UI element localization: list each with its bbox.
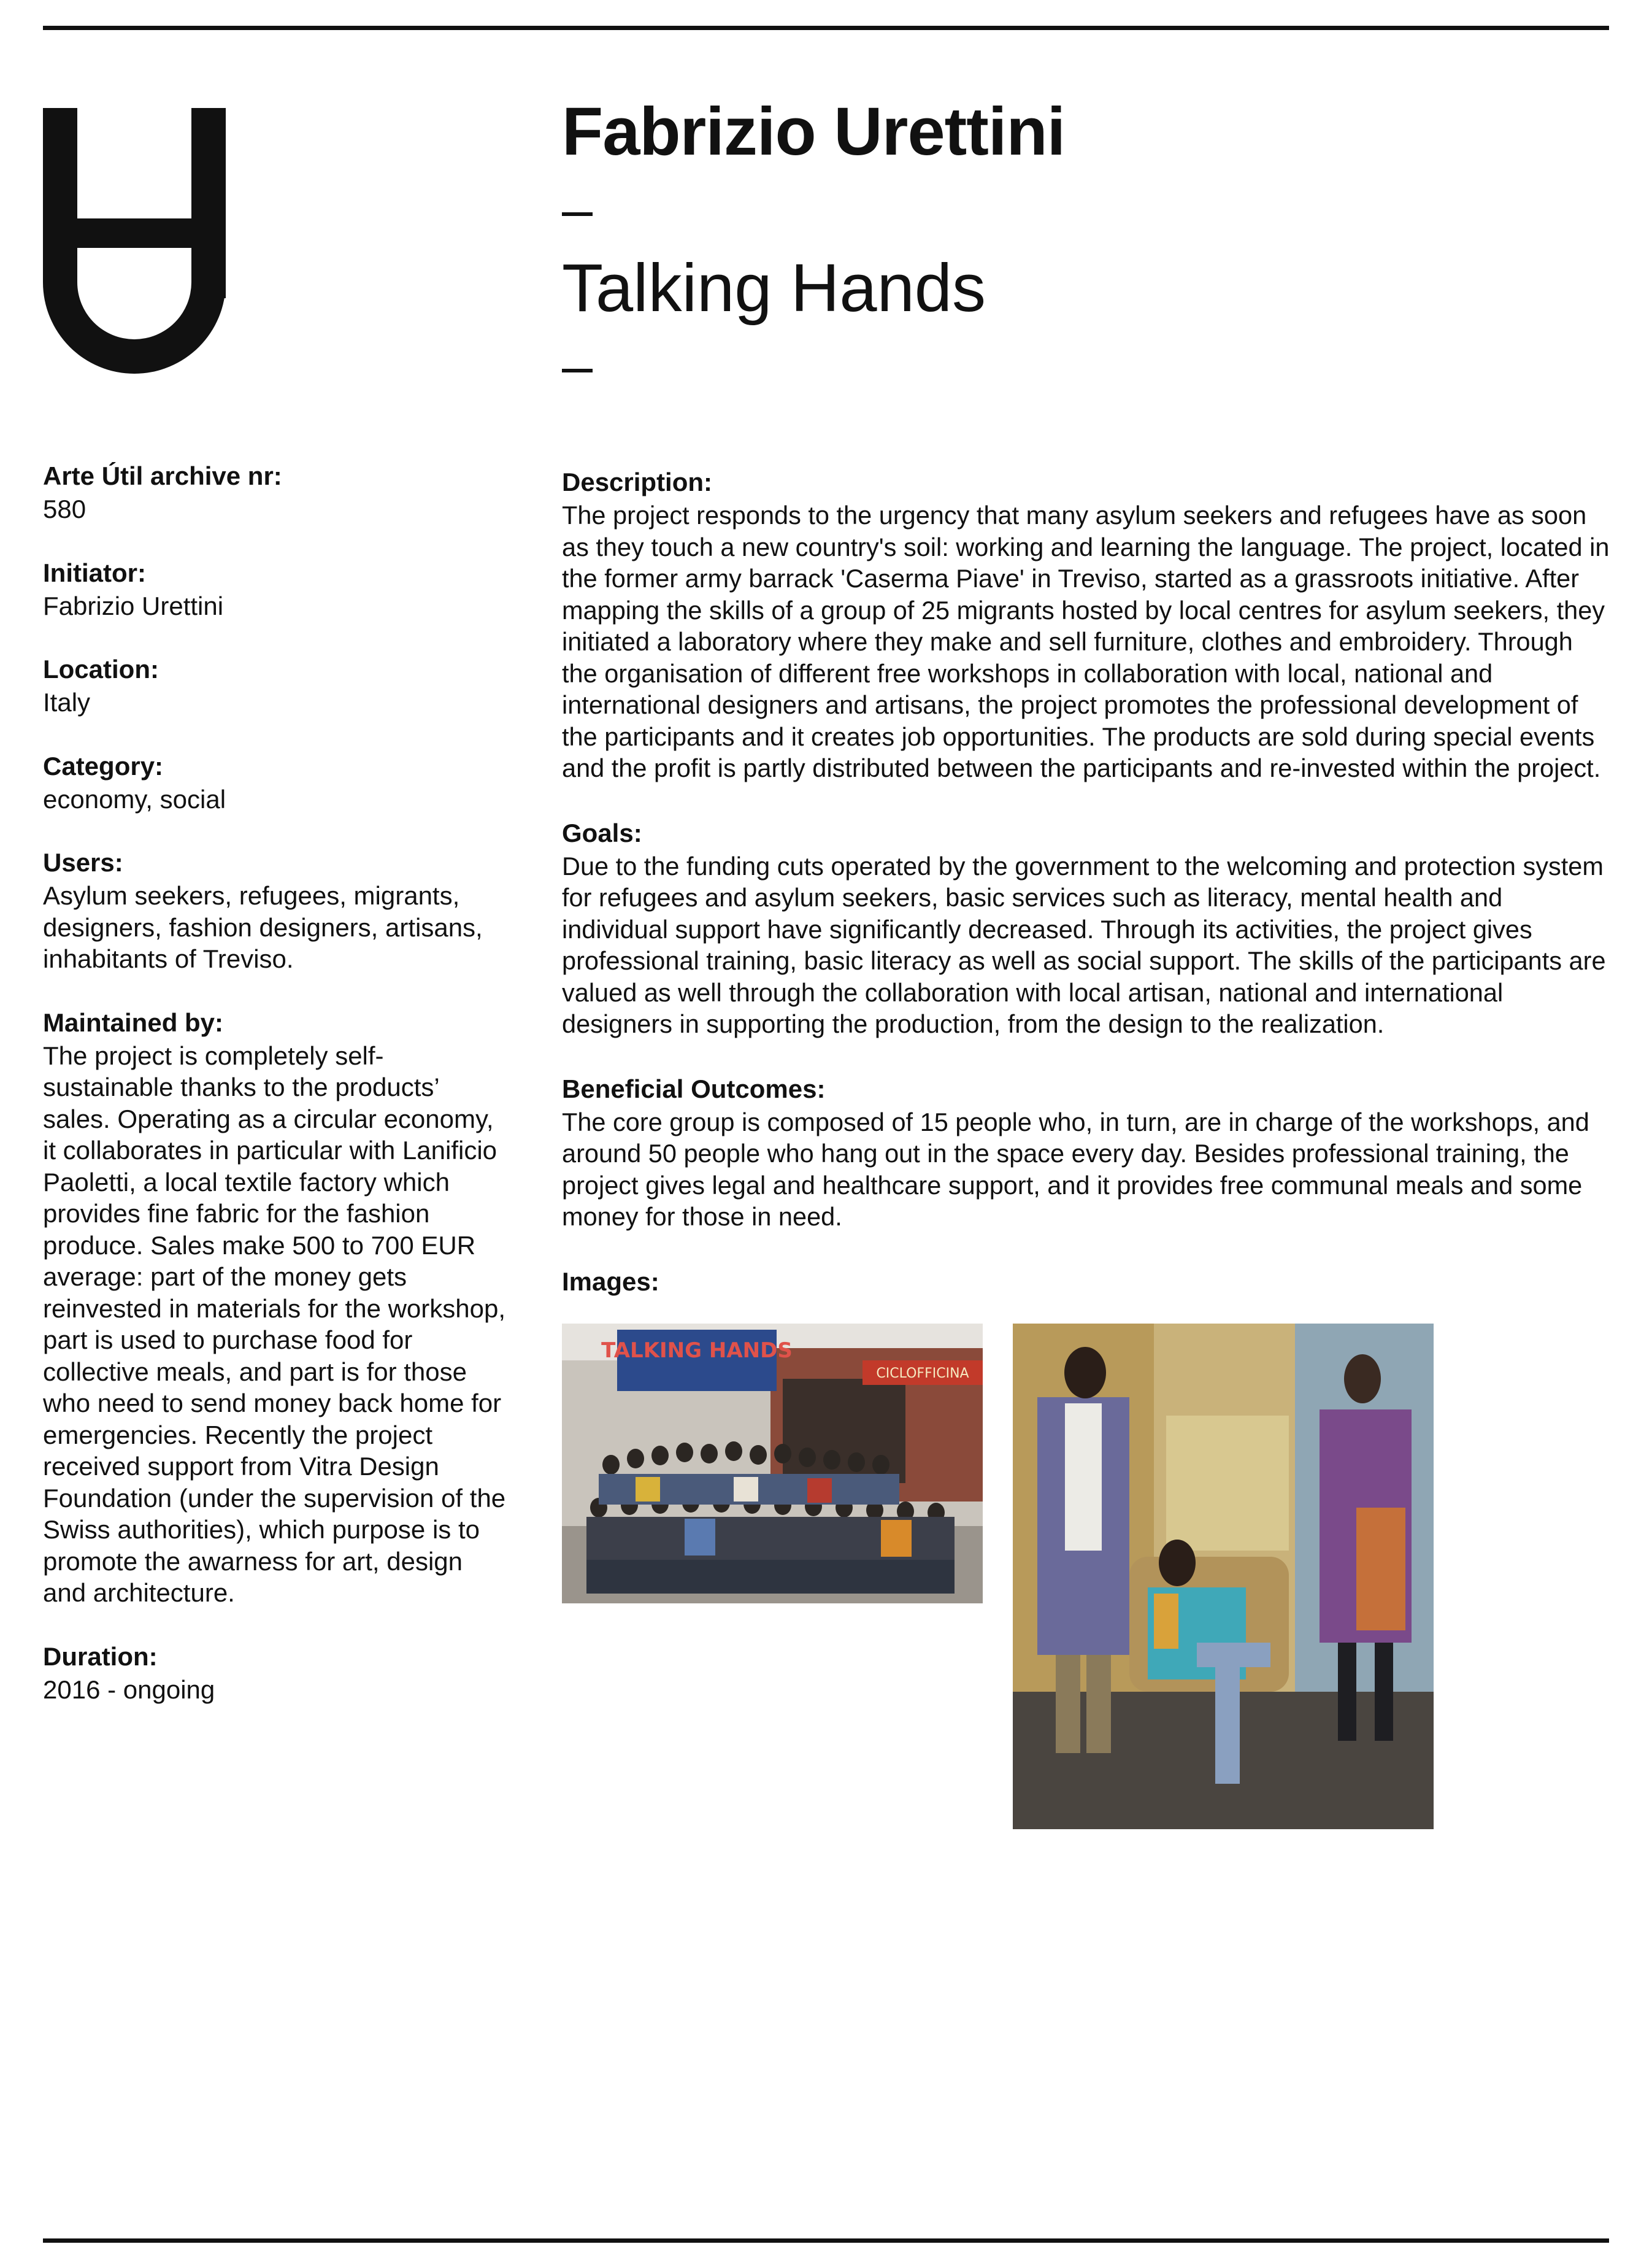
field-label: Location: bbox=[43, 655, 159, 684]
title-separator: – bbox=[562, 179, 593, 241]
top-rule bbox=[43, 26, 1609, 30]
field-value: Italy bbox=[43, 688, 91, 717]
archive-field bbox=[43, 459, 509, 525]
users-field bbox=[43, 846, 509, 975]
field-label: Arte Útil archive nr: bbox=[43, 461, 282, 490]
field-label: Maintained by: bbox=[43, 1008, 224, 1037]
field-label: Users: bbox=[43, 848, 123, 877]
section-label: Description: bbox=[562, 468, 713, 496]
field-value: economy, social bbox=[43, 784, 226, 814]
field-label: Category: bbox=[43, 751, 164, 781]
images-row bbox=[562, 1324, 1611, 1833]
field-value: Fabrizio Urettini bbox=[43, 591, 224, 620]
field-value: 580 bbox=[43, 495, 86, 523]
initiator-title: Fabrizio Urettini bbox=[562, 94, 1066, 169]
portrait-photo bbox=[1013, 1324, 1434, 1829]
category-field bbox=[43, 749, 509, 815]
content-column bbox=[562, 465, 1611, 1833]
initiator-field bbox=[43, 556, 509, 622]
section-text: Due to the funding cuts operated by the government to the welcoming and protection system for refugees and asylum seekers, basic services such as literacy, mental health and individual support have significantly decreased. Through its activities, the project gives professional training, basic literacy as well as social support. The skills of the participants are valued as well through the collaboration with local artisan, national and international designers in supporting the production, from the design to the realization. bbox=[562, 851, 1606, 1038]
maintained-field bbox=[43, 1006, 509, 1609]
images-label: Images: bbox=[562, 1266, 659, 1296]
metadata-column bbox=[43, 459, 509, 1736]
project-title: Talking Hands bbox=[562, 250, 986, 326]
field-label: Duration: bbox=[43, 1641, 158, 1671]
description-section bbox=[562, 465, 1611, 784]
section-text: The core group is composed of 15 people who, in turn, are in charge of the workshops, and around 50 people who hang out in the space every day. Besides professional training, the project gives legal and healthcare support, and it provides free communal meals and some money for those in need. bbox=[562, 1107, 1589, 1231]
field-value: 2016 - ongoing bbox=[43, 1675, 215, 1704]
duration-field bbox=[43, 1640, 509, 1706]
outcomes-section bbox=[562, 1072, 1611, 1233]
field-value: The project is completely self-sustainable thanks to the products’ sales. Operating as a circular economy, it collaborates in particular with Lanificio Paoletti, a local textile factory which provides fine fabric for the fashion produce. Sales make 500 to 700 EUR average: part of the money gets reinvested in materials for the workshop, part is used to purchase food for collective meals, and part is for those who need to send money back home for emergencies. Recently the project received support from Vitra Design Foundation (under the supervision of the Swiss authorities), which purpose is to promote the awarness for art, design and architecture. bbox=[43, 1041, 506, 1607]
bottom-rule bbox=[43, 2238, 1609, 2243]
section-label: Beneficial Outcomes: bbox=[562, 1074, 826, 1103]
title-block bbox=[562, 92, 1605, 405]
location-field bbox=[43, 652, 509, 719]
field-value: Asylum seekers, refugees, migrants, designers, fashion designers, artisans, inhabitants of Treviso. bbox=[43, 881, 483, 973]
section-text: The project responds to the urgency that many asylum seekers and refugees have as soon as they touch a new country's soil: working and learning the language. The project, located in the former army barrack 'Caserma Piave' in Treviso, started as a grassroots initiative. After mapping the skills of a group of 25 migrants hosted by local centres for asylum seekers, they initiated a laboratory where they make and sell furniture, clothes and embroidery. Through the organisation of different free workshops in collaboration with local, national and international designers and artisans, the project promotes the professional development of the participants and it creates job opportunities. The products are sold during special events and the profit is partly distributed between the participants and re-invested within the project. bbox=[562, 501, 1610, 782]
section-label: Goals: bbox=[562, 818, 642, 847]
group-photo bbox=[562, 1324, 983, 1603]
field-label: Initiator: bbox=[43, 558, 146, 587]
banner-text: TALKING HANDS bbox=[601, 1338, 793, 1363]
title-separator: – bbox=[562, 336, 593, 397]
goals-section bbox=[562, 816, 1611, 1040]
sign-text: CICLOFFICINA bbox=[876, 1365, 969, 1381]
arte-util-logo bbox=[43, 108, 226, 374]
